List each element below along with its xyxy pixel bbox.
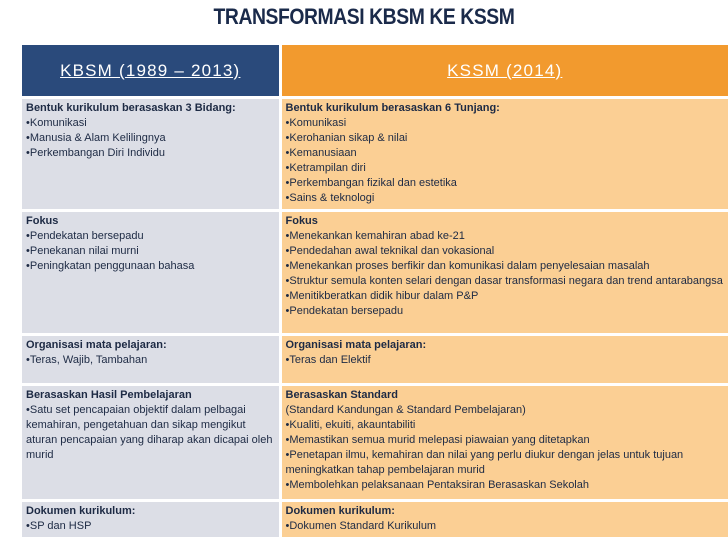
kbsm-cell bbox=[22, 335, 280, 385]
list-item: • Pendekatan bersepadu bbox=[286, 304, 726, 319]
list-item: • Menekankan proses berfikir dan komunikasi dalam penyelesaian masalah bbox=[286, 259, 726, 274]
cell-heading: Dokumen kurikulum: bbox=[26, 505, 136, 517]
page-title: TRANSFORMASI KBSM KE KSSM bbox=[213, 4, 515, 29]
list-item: • Manusia & Alam Kelilingnya bbox=[26, 131, 276, 146]
kssm-cell bbox=[280, 501, 728, 539]
table-row bbox=[22, 211, 728, 335]
kbsm-cell bbox=[22, 385, 280, 501]
cell-heading: Berasaskan Standard bbox=[285, 389, 398, 401]
table-row bbox=[22, 335, 728, 385]
list-item: • Kemanusiaan bbox=[286, 146, 726, 161]
list-item: • Menitikberatkan didik hibur dalam P&P bbox=[286, 289, 726, 304]
cell-heading: Fokus bbox=[26, 215, 59, 227]
list-item: • Penetapan ilmu, kemahiran dan nilai yang perlu diukur dengan jelas untuk tujuan meningkatkan tahap pembelajaran murid bbox=[286, 448, 726, 478]
table-row bbox=[22, 98, 728, 211]
list-item: • Menekankan kemahiran abad ke-21 bbox=[286, 229, 726, 244]
cell-heading: Organisasi mata pelajaran: bbox=[26, 339, 167, 351]
list-item: • Pendekatan bersepadu bbox=[26, 229, 276, 244]
list-item: • Dokumen Standard Kurikulum bbox=[286, 519, 726, 534]
cell-heading: Berasaskan Hasil Pembelajaran bbox=[26, 389, 192, 401]
list-item: • Perkembangan fizikal dan estetika bbox=[286, 176, 726, 191]
list-item: • Teras dan Elektif bbox=[286, 353, 726, 368]
list-item: • Teras, Wajib, Tambahan bbox=[26, 353, 276, 368]
list-item: • Komunikasi bbox=[26, 116, 276, 131]
header-kssm-label: KSSM (2014) bbox=[447, 61, 563, 80]
cell-heading: Fokus bbox=[285, 215, 318, 227]
list-item: • Kualiti, ekuiti, akauntabiliti bbox=[286, 418, 726, 433]
list-item: • Ketrampilan diri bbox=[286, 161, 726, 176]
list-item: • Kerohanian sikap & nilai bbox=[286, 131, 726, 146]
kssm-cell bbox=[280, 335, 728, 385]
list-item: • Perkembangan Diri Individu bbox=[26, 146, 276, 161]
list-item: • Membolehkan pelaksanaan Pentaksiran Berasaskan Sekolah bbox=[286, 478, 726, 493]
list-item: • Struktur semula konten selari dengan dasar transformasi negara dan trend antarabangsa bbox=[286, 274, 726, 289]
list-item: • Satu set pencapaian objektif dalam pelbagai kemahiran, pengetahuan dan sikap mengikut aturan pencapaian yang diharap akan dicapai oleh murid bbox=[26, 403, 276, 463]
list-item: • Sains & teknologi bbox=[286, 191, 726, 206]
kbsm-cell bbox=[22, 98, 280, 211]
header-kbsm bbox=[22, 45, 280, 98]
cell-note: (Standard Kandungan & Standard Pembelajaran) bbox=[285, 404, 526, 416]
list-item: • Memastikan semua murid melepasi piawaian yang ditetapkan bbox=[286, 433, 726, 448]
list-item: • SP dan HSP bbox=[26, 519, 276, 534]
kbsm-cell bbox=[22, 211, 280, 335]
header-kssm bbox=[280, 45, 728, 98]
table-header-row bbox=[22, 45, 728, 98]
cell-heading: Bentuk kurikulum berasaskan 6 Tunjang: bbox=[285, 102, 500, 114]
cell-heading: Dokumen kurikulum: bbox=[285, 505, 395, 517]
kbsm-cell bbox=[22, 501, 280, 539]
comparison-table bbox=[22, 45, 728, 540]
header-kbsm-label: KBSM (1989 – 2013) bbox=[60, 61, 241, 80]
table-row bbox=[22, 385, 728, 501]
kssm-cell bbox=[280, 98, 728, 211]
kssm-cell bbox=[280, 211, 728, 335]
kssm-cell bbox=[280, 385, 728, 501]
table-row bbox=[22, 501, 728, 539]
list-item: • Pendedahan awal teknikal dan vokasional bbox=[286, 244, 726, 259]
list-item: • Komunikasi bbox=[286, 116, 726, 131]
cell-heading: Organisasi mata pelajaran: bbox=[285, 339, 427, 351]
cell-heading: Bentuk kurikulum berasaskan 3 Bidang: bbox=[26, 102, 236, 114]
list-item: • Peningkatan penggunaan bahasa bbox=[26, 259, 276, 274]
list-item: • Penekanan nilai murni bbox=[26, 244, 276, 259]
